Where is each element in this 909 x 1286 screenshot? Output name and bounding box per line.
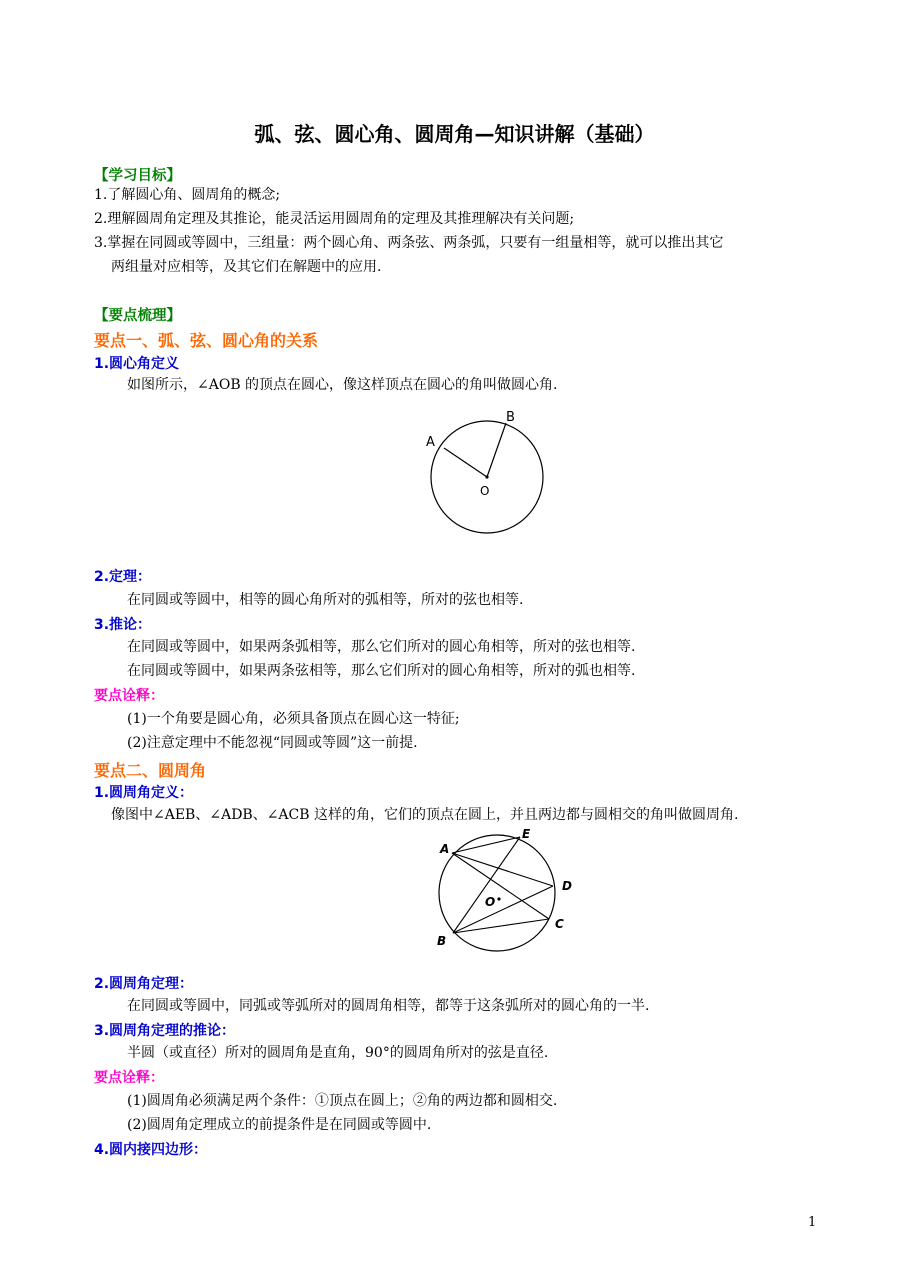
label-o: O [485, 895, 496, 909]
page-title: 弧、弦、圆心角、圆周角—知识讲解（基础） [254, 122, 655, 146]
page-number: 1 [808, 1215, 817, 1230]
point1-note-1: (1)一个角要是圆心角，必须具备顶点在圆心这一特征; [127, 711, 460, 727]
point2-def-text: 像图中∠AEB、∠ADB、∠ACB 这样的角，它们的顶点在圆上，并且两边都与圆相交的角叫做圆周角. [111, 807, 739, 823]
label-e: E [522, 827, 531, 841]
objective-2: 2.理解圆周角定理及其推论，能灵活运用圆周角的定理及其推理解决有关问题; [94, 211, 575, 227]
point1-note-2: (2)注意定理中不能忽视“同圆或等圆”这一前提. [127, 735, 418, 751]
inscribed-angle-figure [432, 826, 577, 956]
point2-note-2: (2)圆周角定理成立的前提条件是在同圆或等圆中. [127, 1117, 432, 1133]
point1-corollary-1: 在同圆或等圆中，如果两条弧相等，那么它们所对的圆心角相等，所对的弦也相等. [127, 639, 636, 655]
point2-title: 要点二、圆周角 [94, 761, 207, 780]
point2-corollary-title: 3.圆周角定理的推论： [94, 1023, 236, 1039]
point2-note-title: 要点诠释： [94, 1070, 164, 1086]
point2-theorem-title: 2.圆周角定理： [94, 976, 194, 992]
point1-theorem-title: 2.定理： [94, 569, 152, 585]
point2-theorem-text: 在同圆或等圆中，同弧或等弧所对的圆周角相等，都等于这条弧所对的圆心角的一半. [127, 998, 650, 1014]
objective-3-cont: 两组量对应相等，及其它们在解题中的应用. [111, 259, 382, 275]
label-c: C [555, 917, 564, 931]
point1-theorem-text: 在同圆或等圆中，相等的圆心角所对的弧相等，所对的弦也相等. [127, 592, 524, 608]
label-o: O [480, 484, 490, 498]
point1-corollary-2: 在同圆或等圆中，如果两条弦相等，那么它们所对的圆心角相等，所对的弧也相等. [127, 663, 636, 679]
point1-def-title: 1.圆心角定义 [94, 356, 180, 372]
label-b: B [506, 410, 515, 425]
point1-note-title: 要点诠释： [94, 688, 164, 704]
point1-title: 要点一、弧、弦、圆心角的关系 [94, 331, 319, 350]
summary-heading: 【要点梳理】 [94, 308, 181, 324]
central-angle-figure [418, 404, 558, 539]
point1-def-text: 如图所示，∠AOB 的顶点在圆心，像这样顶点在圆心的角叫做圆心角. [127, 377, 558, 393]
objective-3: 3.掌握在同圆或等圆中，三组量：两个圆心角、两条弦、两条弧，只要有一组量相等，就可以推出其它 [94, 235, 724, 251]
point2-def-title: 1.圆周角定义： [94, 785, 194, 801]
label-a: A [440, 842, 450, 856]
point2-note-1: (1)圆周角必须满足两个条件：①顶点在圆上；②角的两边都和圆相交. [127, 1093, 558, 1109]
objectives-heading: 【学习目标】 [94, 168, 181, 184]
label-b: B [437, 934, 447, 948]
label-d: D [562, 879, 572, 893]
objective-1: 1.了解圆心角、圆周角的概念; [94, 187, 281, 203]
point1-corollary-title: 3.推论： [94, 617, 152, 633]
label-a: A [426, 435, 435, 450]
point2-quad-title: 4.圆内接四边形： [94, 1142, 208, 1158]
point2-corollary-text: 半圆（或直径）所对的圆周角是直角，90°的圆周角所对的弦是直径. [127, 1045, 549, 1061]
